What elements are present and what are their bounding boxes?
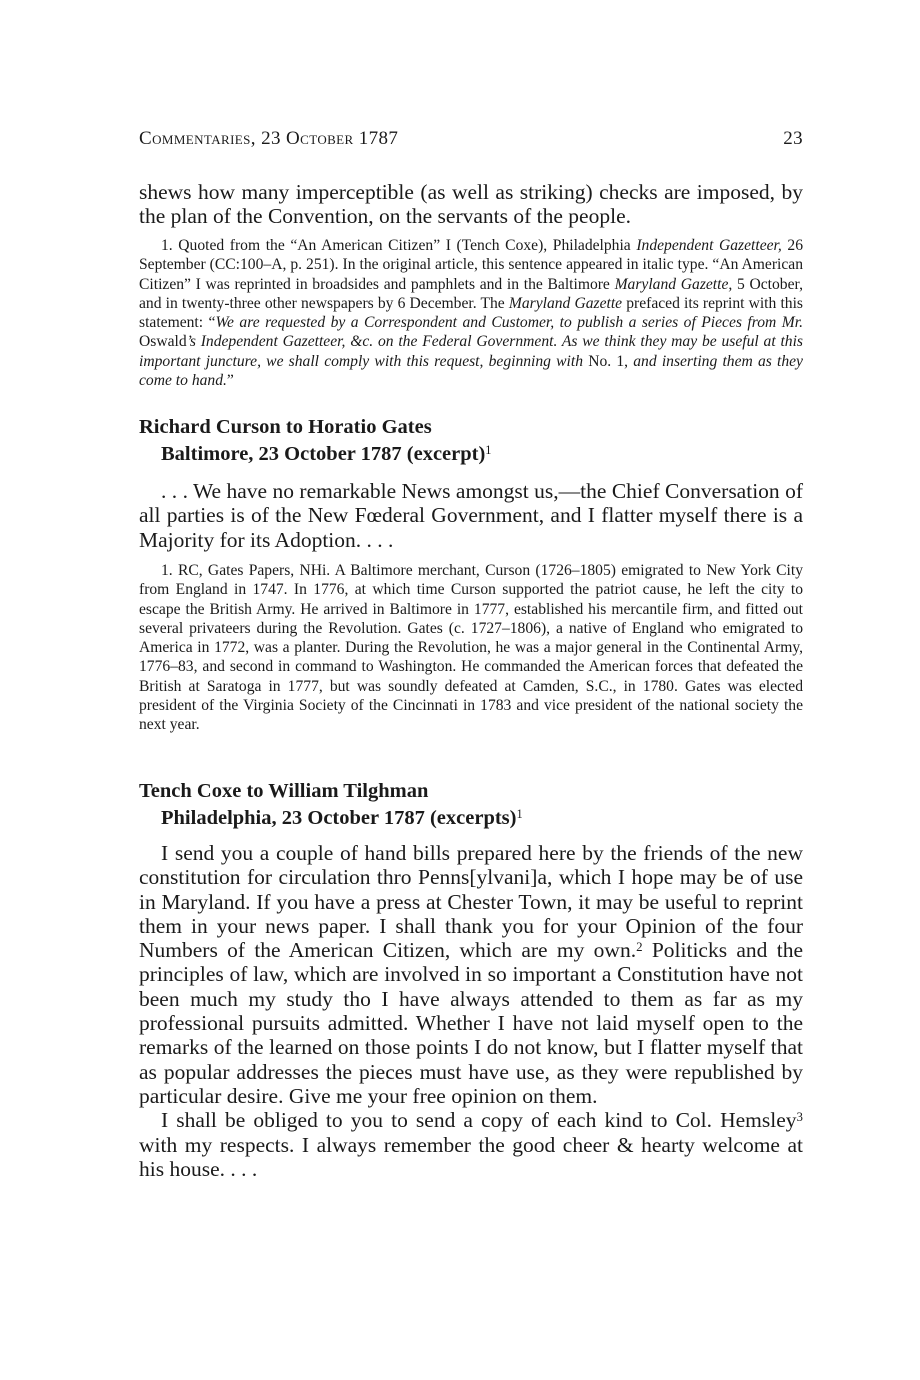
section-heading-curson-gates — [139, 414, 803, 468]
heading-place-date: Baltimore, 23 October 1787 (excerpt)$^1$ — [161, 443, 492, 465]
heading-correspondents: Richard Curson to Horatio Gates — [139, 416, 432, 438]
heading-place-date: Philadelphia, 23 October 1787 (excerpts)$^1$ — [161, 807, 523, 829]
running-head — [139, 128, 803, 150]
footnote-curson: 1. RC, Gates Papers, NHi. A Baltimore merchant, Curson (1726–1805) emigrated to New York City from England in 1747. In 1776, at which time Curson supported the patriot cause, he left the city to escape the British Army. He arrived in Baltimore in 1777, established his mercantile firm, and fitted out several privateers during the Revolution. Gates (c. 1727–1806), a native of England who emigrated to America in 1772, was a planter. During the Revolution, he was a major general in the Continental Army, 1776–83, and second in command to Washington. He commanded the American forces that defeated the British at Saratoga in 1777, but was soundly defeated at Camden, S.C., in 1780. Gates was elected president of the Virginia Society of the Cincinnati in 1783 and vice president of the national society the next year. — [139, 562, 803, 734]
curson-letter-excerpt: . . . We have no remarkable News amongst us,—the Chief Conversation of all parties is of the New Fœderal Government, and I flatter myself there is a Majority for its Adoption. . . . — [139, 479, 803, 552]
section-heading-coxe-tilghman — [139, 778, 803, 832]
coxe-paragraph-2: I shall be obliged to you to send a copy of each kind to Col. Hemsley$^3$ with my respects. I always remember the good cheer & hearty welcome at his house. . . . — [139, 1108, 803, 1181]
continuation-paragraph: shews how many imperceptible (as well as striking) checks are imposed, by the plan of the Convention, on the servants of the people. — [139, 180, 803, 229]
page-number: 23 — [783, 128, 803, 149]
coxe-letter-excerpt — [139, 841, 803, 1181]
running-head-title: Commentaries, 23 October 1787 — [139, 128, 399, 149]
heading-correspondents: Tench Coxe to William Tilghman — [139, 780, 429, 802]
coxe-paragraph-1: I send you a couple of hand bills prepared here by the friends of the new constitution for circulation thro Penns[ylvani]a, which I hope may be of use in Maryland. If you have a press at Chester Town, it may be useful to reprint them in your news paper. I shall thank you for your Opinion of the four Numbers of the American Citizen, which are my own.$^2$ Politicks and the principles of law, which are involved in so important a Constitution have not been much my study tho I have always attended to them as far as my professional pursuits admitted. Whether I have not laid myself open to the remarks of the learned on those points I do not know, but I flatter myself that as popular addresses the pieces must have use, as they were republished by particular desire. Give me your free opinion on them. — [139, 841, 803, 1108]
footnote-american-citizen: 1. Quoted from the “An American Citizen” I (Tench Coxe), Philadelphia Independent Gazetteer, 26 September (CC:100–A, p. 251). In the original article, this sentence appeared in italic type. “An American Citizen” I was reprinted in broadsides and pamphlets and in the Baltimore Maryland Gazette, 5 October, and in twenty-three other newspapers by 6 December. The Maryland Gazette prefaced its reprint with this statement: “We are requested by a Correspondent and Customer, to publish a series of Pieces from Mr. Oswald’s Independent Gazetteer, &c. on the Federal Government. As we think they may be useful at this important juncture, we shall comply with this request, beginning with No. 1, and inserting them as they come to hand.” — [139, 237, 803, 390]
